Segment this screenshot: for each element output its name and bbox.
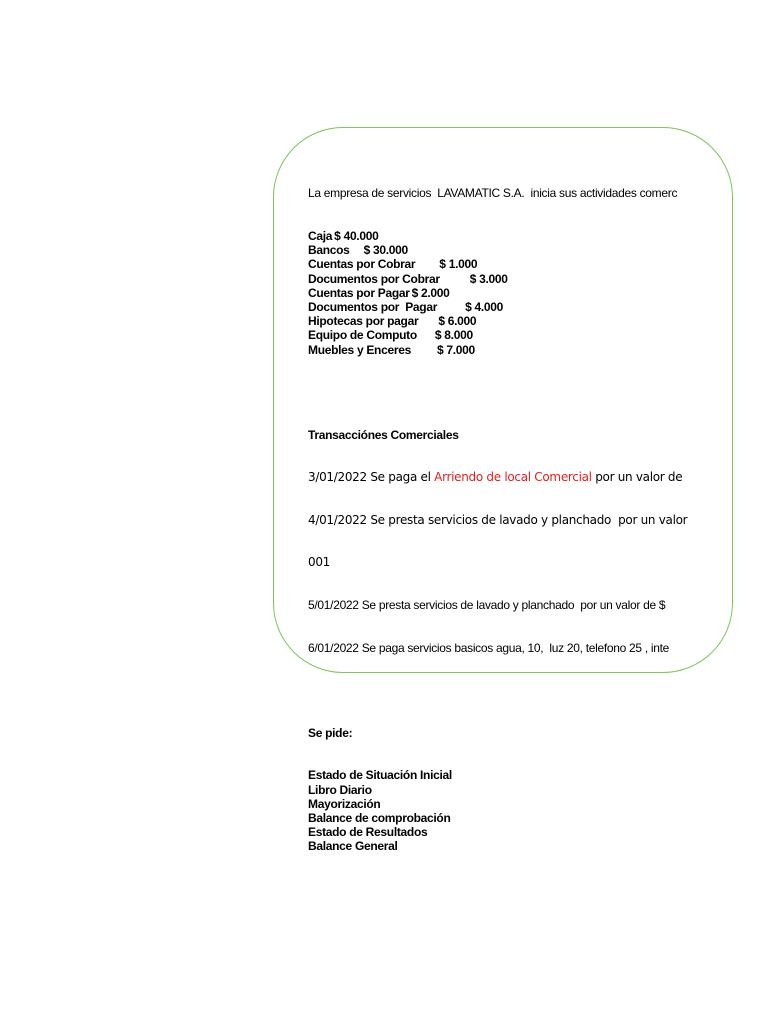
transaction-3: 5/01/2022 Se presta servicios de lavado y planchado por un valor de $ <box>308 598 666 613</box>
transaction-4: 6/01/2022 Se paga servicios basicos agua, 10, luz 20, telefono 25 , inte <box>308 640 670 655</box>
requirement-item: Estado de Resultados <box>308 825 428 840</box>
account-value: $ 40.000 <box>334 229 379 243</box>
requirement-item: Balance General <box>308 839 398 854</box>
account-name: Cuentas por Pagar <box>308 285 410 300</box>
intro-line: La empresa de servicios LAVAMATIC S.A. inicia sus actividades comerc <box>308 186 678 201</box>
account-value: $ 2.000 <box>411 285 450 300</box>
account-value: $ 8.000 <box>434 328 473 343</box>
account-value: $ 6.000 <box>438 314 477 329</box>
account-name: Equipo de Computo <box>308 328 417 343</box>
accounts-list <box>308 229 701 357</box>
account-row <box>308 286 701 300</box>
account-name: Documentos por Cobrar <box>308 271 440 286</box>
account-row <box>308 272 701 286</box>
transaction-1 <box>308 470 701 484</box>
requirement-item: Mayorización <box>308 796 381 811</box>
account-name: Bancos <box>308 243 350 258</box>
transaction-1-highlight: Arriendo de local Comercial <box>434 470 592 485</box>
se-pide-heading: Se pide: <box>308 725 353 740</box>
account-value: $ 4.000 <box>465 299 503 314</box>
transaction-1-date-text: 3/01/2022 Se paga el <box>308 470 435 485</box>
account-row <box>308 343 701 357</box>
account-row <box>308 243 701 257</box>
account-row <box>308 257 701 271</box>
account-row <box>308 300 701 314</box>
transaction-1-tail: por un valor de <box>591 470 683 485</box>
account-row <box>308 229 701 243</box>
transaction-2: 4/01/2022 Se presta servicios de lavado y planchado por un valor <box>308 512 688 527</box>
account-row <box>308 314 701 328</box>
requirement-item: Balance de comprobación <box>308 811 451 825</box>
account-value: $ 3.000 <box>469 271 508 286</box>
account-name: Cuentas por Cobrar <box>308 257 416 272</box>
account-name: Documentos por Pagar <box>308 299 438 314</box>
account-value: $ 1.000 <box>439 257 478 272</box>
account-value: $ 30.000 <box>363 243 408 258</box>
requirement-item: Estado de Situación Inicial <box>308 768 452 783</box>
account-name: Hipotecas por pagar <box>308 314 419 329</box>
transactions-title: Transacciónes Comerciales <box>308 427 459 442</box>
transaction-2-continued: 001 <box>308 555 331 570</box>
requirement-item: Libro Diario <box>308 782 372 797</box>
account-name: Muebles y Enceres <box>308 342 411 357</box>
document-text <box>308 158 701 882</box>
account-row <box>308 328 701 342</box>
requirements-list <box>308 768 701 853</box>
account-name: Caja <box>308 229 333 243</box>
account-value: $ 7.000 <box>436 342 475 357</box>
